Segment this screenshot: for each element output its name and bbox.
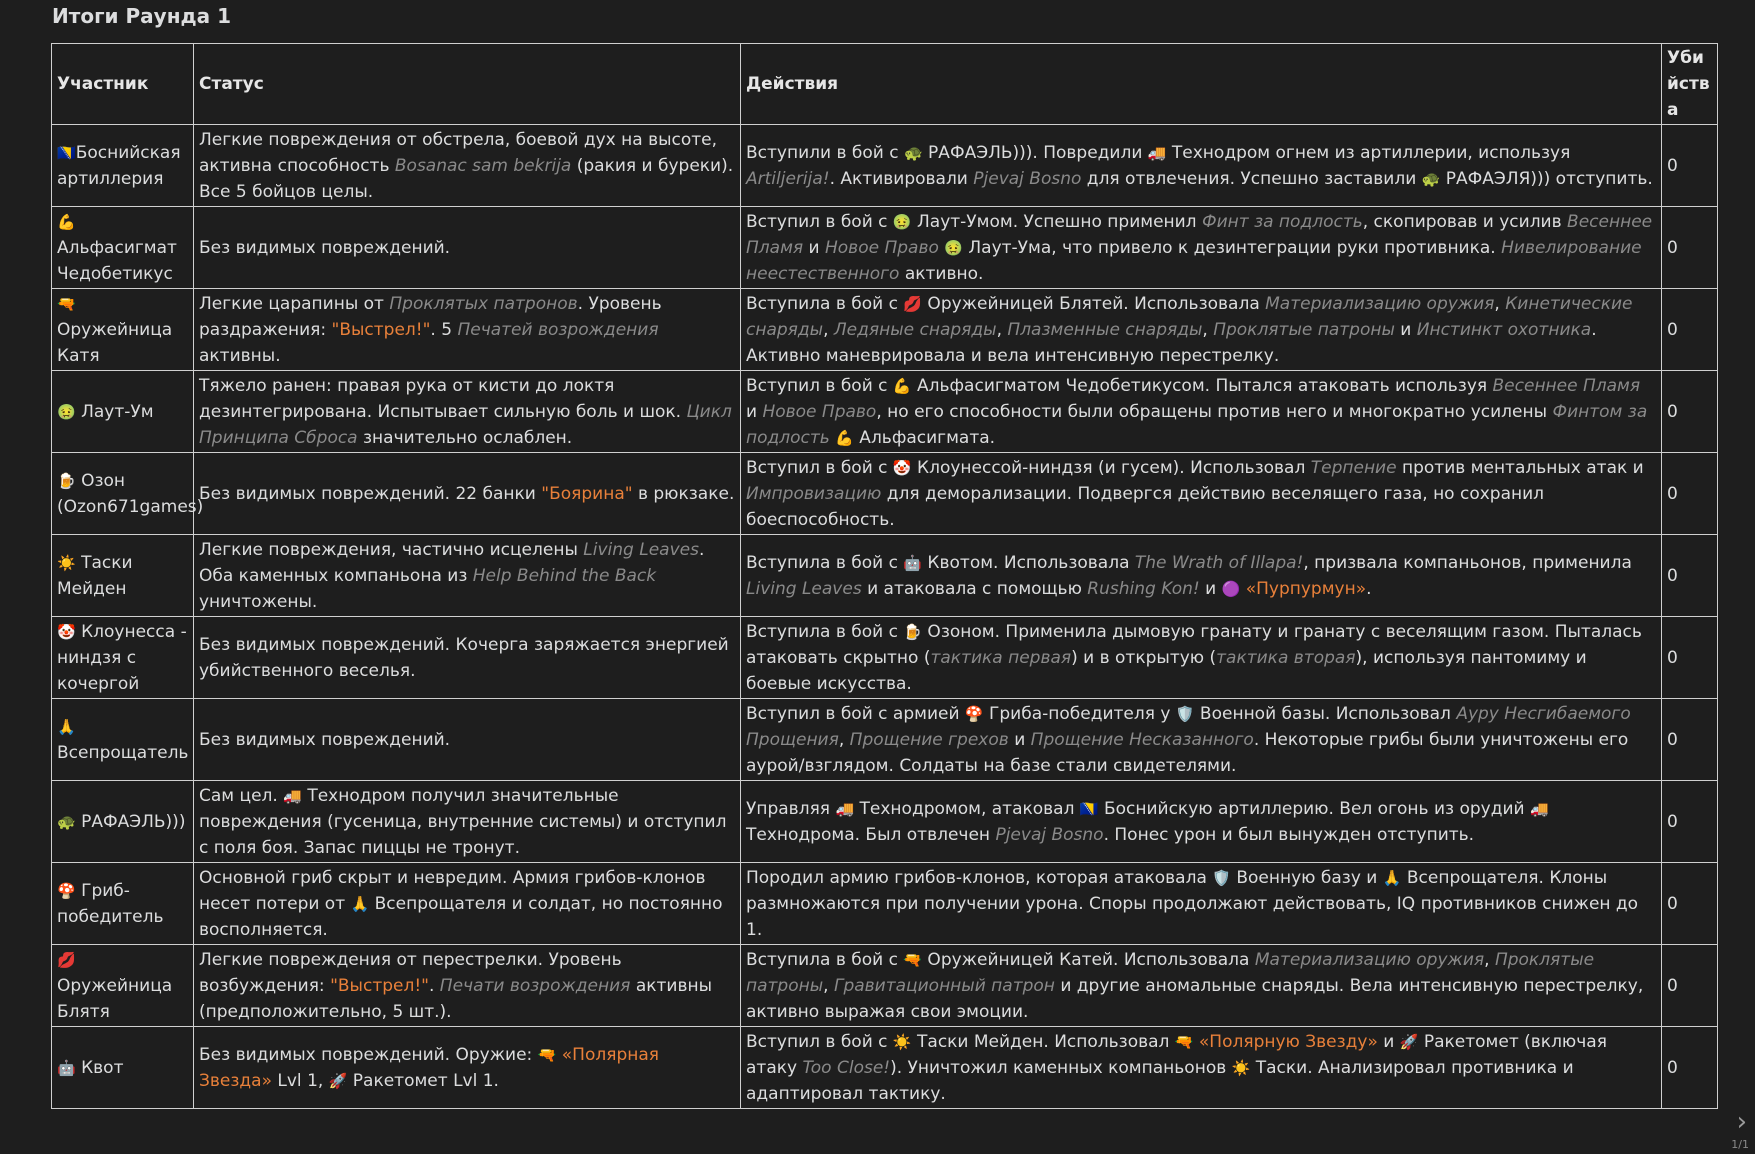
status-cell: Легкие повреждения, частично исцелены Living Leaves. Оба каменных компаньона из Help Behind the Back уничтожены. <box>194 535 741 617</box>
kills-cell: 0 <box>1662 781 1718 863</box>
participant-cell: 💪 Альфасигмат Чедобетикус <box>52 207 194 289</box>
table-row <box>52 207 1718 289</box>
participant-cell: 🙏 Всепрощатель <box>52 699 194 781</box>
participant-cell: 🍺 Озон (Ozon671games) <box>52 453 194 535</box>
participant-cell: 🤡 Клоунесса - ниндзя с кочергой <box>52 617 194 699</box>
participant-cell: ☀️ Таски Мейден <box>52 535 194 617</box>
table-row <box>52 371 1718 453</box>
participant-cell: 🔫 Оружейница Катя <box>52 289 194 371</box>
kills-cell: 0 <box>1662 535 1718 617</box>
kills-cell: 0 <box>1662 863 1718 945</box>
table-row <box>52 535 1718 617</box>
table-row <box>52 1027 1718 1109</box>
header-kills: Убийства <box>1662 44 1718 125</box>
header-actions: Действия <box>741 44 1662 125</box>
actions-cell: Вступил в бой с армией 🍄 Гриба-победителя у 🛡️ Военной базы. Использовал Ауру Несгибаемого Прощения, Прощение грехов и Прощение Несказанного. Некоторые грибы были уничтожены его аурой/взглядом. Солдаты на базе стали свидетелями. <box>741 699 1662 781</box>
kills-cell: 0 <box>1662 289 1718 371</box>
table-row <box>52 781 1718 863</box>
status-cell: Без видимых повреждений. <box>194 699 741 781</box>
kills-cell: 0 <box>1662 699 1718 781</box>
status-cell: Основной гриб скрыт и невредим. Армия грибов-клонов несет потери от 🙏 Всепрощателя и солдат, но постоянно восполняется. <box>194 863 741 945</box>
status-cell: Тяжело ранен: правая рука от кисти до локтя дезинтегрирована. Испытывает сильную боль и шок. Цикл Принципа Сброса значительно ослаблен. <box>194 371 741 453</box>
kills-cell: 0 <box>1662 125 1718 207</box>
actions-cell: Вступила в бой с 🍺 Озоном. Применила дымовую гранату и гранату с веселящим газом. Пыталась атаковать скрытно (тактика первая) и в открытую (тактика вторая), используя пантомиму и боевые искусства. <box>741 617 1662 699</box>
table-row <box>52 125 1718 207</box>
actions-cell: Вступил в бой с ☀️ Таски Мейден. Использовал 🔫 «Полярную Звезду» и 🚀 Ракетомет (включая атаку Too Close!). Уничтожил каменных компаньонов ☀️ Таски. Анализировал противника и адаптировал тактику. <box>741 1027 1662 1109</box>
kills-cell: 0 <box>1662 453 1718 535</box>
status-cell: Без видимых повреждений. Кочерга заряжается энергией убийственного веселья. <box>194 617 741 699</box>
table-row <box>52 453 1718 535</box>
participant-cell: 🇧🇦Боснийская артиллерия <box>52 125 194 207</box>
participant-cell: 🍄 Гриб-победитель <box>52 863 194 945</box>
status-cell: Легкие повреждения от перестрелки. Уровень возбуждения: "Выстрел!". Печати возрождения активны (предположительно, 5 шт.). <box>194 945 741 1027</box>
header-participant: Участник <box>52 44 194 125</box>
status-cell: Без видимых повреждений. <box>194 207 741 289</box>
results-table <box>51 43 1718 1109</box>
status-cell: Сам цел. 🚚 Технодром получил значительные повреждения (гусеница, внутренние системы) и отступил с поля боя. Запас пиццы не тронут. <box>194 781 741 863</box>
actions-cell: Вступила в бой с 🔫 Оружейницей Катей. Использовала Материализацию оружия, Проклятые патроны, Гравитационный патрон и другие аномальные снаряды. Вела интенсивную перестрелку, активно выражая свои эмоции. <box>741 945 1662 1027</box>
participant-cell: 🤖 Квот <box>52 1027 194 1109</box>
actions-cell: Управляя 🚚 Технодромом, атаковал 🇧🇦 Боснийскую артиллерию. Вел огонь из орудий 🚚 Технодрома. Был отвлечен Pjevaj Bosno. Понес урон и был вынужден отступить. <box>741 781 1662 863</box>
kills-cell: 0 <box>1662 1027 1718 1109</box>
table-row <box>52 945 1718 1027</box>
header-row <box>52 44 1718 125</box>
participant-cell: 🤢 Лаут-Ум <box>52 371 194 453</box>
next-page-chevron-icon[interactable]: › <box>1736 1107 1747 1137</box>
kills-cell: 0 <box>1662 945 1718 1027</box>
page-title: Итоги Раунда 1 <box>52 4 232 28</box>
participant-cell: 🐢 РАФАЭЛЬ))) <box>52 781 194 863</box>
status-cell: Легкие повреждения от обстрела, боевой дух на высоте, активна способность Bosanac sam bekrija (ракия и буреки). Все 5 бойцов целы. <box>194 125 741 207</box>
actions-cell: Породил армию грибов-клонов, которая атаковала 🛡️ Военную базу и 🙏 Всепрощателя. Клоны размножаются при получении урона. Споры продолжают действовать, IQ противников снижен до 1. <box>741 863 1662 945</box>
actions-cell: Вступил в бой с 🤢 Лаут-Умом. Успешно применил Финт за подлость, скопировав и усилив Весеннее Пламя и Новое Право 🤢 Лаут-Ума, что привело к дезинтеграции руки противника. Нивелирование неестественного активно. <box>741 207 1662 289</box>
page-indicator: 1/1 <box>1731 1138 1749 1151</box>
actions-cell: Вступила в бой с 💋 Оружейницей Блятей. Использовала Материализацию оружия, Кинетические снаряды, Ледяные снаряды, Плазменные снаряды, Проклятые патроны и Инстинкт охотника. Активно маневрировала и вела интенсивную перестрелку. <box>741 289 1662 371</box>
kills-cell: 0 <box>1662 617 1718 699</box>
status-cell: Легкие царапины от Проклятых патронов. Уровень раздражения: "Выстрел!". 5 Печатей возрождения активны. <box>194 289 741 371</box>
kills-cell: 0 <box>1662 207 1718 289</box>
actions-cell: Вступила в бой с 🤖 Квотом. Использовала The Wrath of Illapa!, призвала компаньонов, применила Living Leaves и атаковала с помощью Rushing Kon! и 🟣 «Пурпурмун». <box>741 535 1662 617</box>
header-status: Статус <box>194 44 741 125</box>
actions-cell: Вступил в бой с 💪 Альфасигматом Чедобетикусом. Пытался атаковать используя Весеннее Пламя и Новое Право, но его способности были обращены против него и многократно усилены Финтом за подлость 💪 Альфасигмата. <box>741 371 1662 453</box>
kills-cell: 0 <box>1662 371 1718 453</box>
table-row <box>52 617 1718 699</box>
status-cell: Без видимых повреждений. 22 банки "Боярина" в рюкзаке. <box>194 453 741 535</box>
table-row <box>52 289 1718 371</box>
actions-cell: Вступил в бой с 🤡 Клоунессой-ниндзя (и гусем). Использовал Терпение против ментальных атак и Импровизацию для деморализации. Подвергся действию веселящего газа, но сохранил боеспособность. <box>741 453 1662 535</box>
actions-cell: Вступили в бой с 🐢 РАФАЭЛЬ))). Повредили 🚚 Технодром огнем из артиллерии, используя Artiljerija!. Активировали Pjevaj Bosno для отвлечения. Успешно заставили 🐢 РАФАЭЛЯ))) отступить. <box>741 125 1662 207</box>
table-row <box>52 863 1718 945</box>
participant-cell: 💋 Оружейница Блятя <box>52 945 194 1027</box>
status-cell: Без видимых повреждений. Оружие: 🔫 «Полярная Звезда» Lvl 1, 🚀 Ракетомет Lvl 1. <box>194 1027 741 1109</box>
table-row <box>52 699 1718 781</box>
results-body <box>52 125 1718 1109</box>
